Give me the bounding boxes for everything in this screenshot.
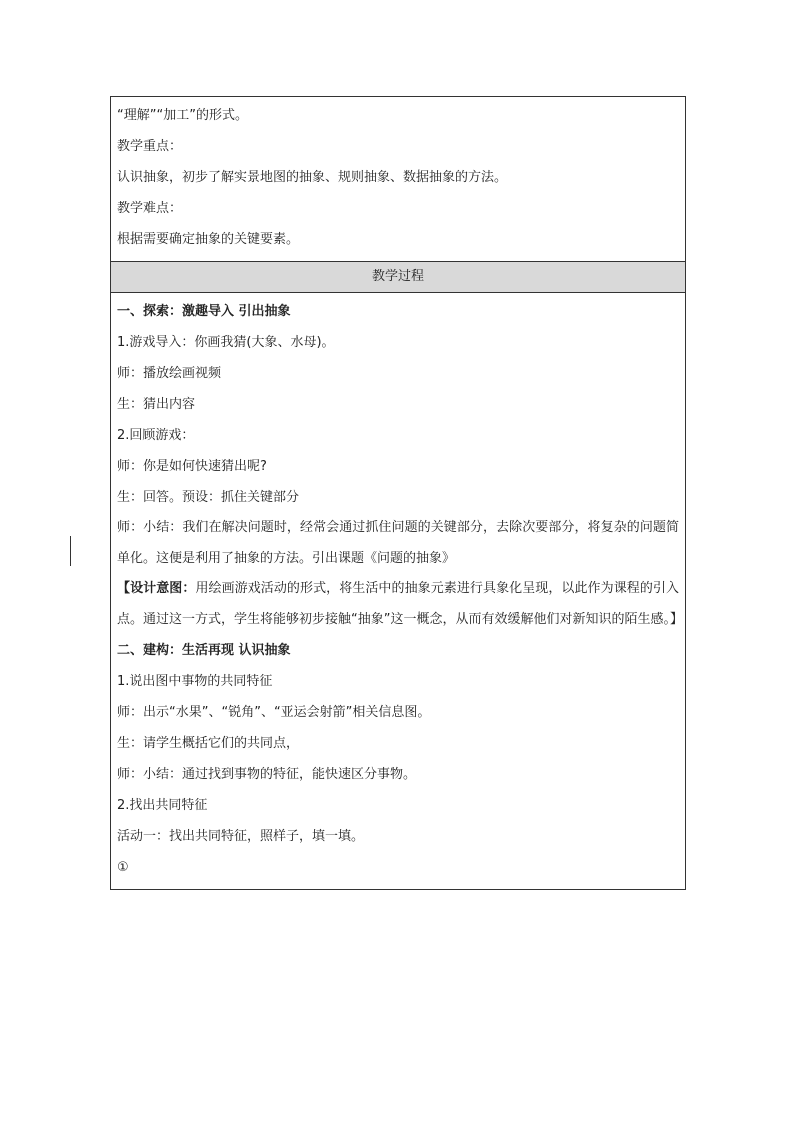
- step-common-features: 1.说出图中事物的共同特征: [117, 674, 273, 689]
- lesson-plan-table: [110, 96, 686, 890]
- design-intent-text: 用绘画游戏活动的形式，将生活中的抽象元素进行具象化呈现，以此作为课程的引入点。通过这一方式，学生将能够初步接触“抽象”这一概念，从而有效缓解他们对新知识的陌生感。】: [117, 581, 683, 627]
- process-body-cell: [111, 292, 685, 889]
- student-line: 生：回答。预设：抓住关键部分: [117, 490, 300, 505]
- teacher-summary-paragraph: 师：小结：我们在解决问题时，经常会通过抓住问题的关键部分，去除次要部分，将复杂的问题简单化。这便是利用了抽象的方法。引出课题《问题的抽象》: [117, 520, 679, 566]
- student-line: 生：请学生概括它们的共同点，: [117, 736, 300, 751]
- objective-continuation: “理解”“加工”的形式。: [117, 108, 248, 123]
- item-marker: ①: [117, 860, 129, 875]
- text-cursor-mark: [70, 536, 71, 566]
- part2-title: 二、建构：生活再现 认识抽象: [117, 643, 291, 658]
- process-heading: 教学过程: [111, 261, 685, 292]
- key-point-text: 认识抽象，初步了解实景地图的抽象、规则抽象、数据抽象的方法。: [117, 170, 508, 185]
- student-line: 生：猜出内容: [117, 397, 196, 412]
- teacher-line: 师：播放绘画视频: [117, 366, 222, 381]
- design-intent-paragraph: [117, 574, 683, 635]
- teacher-line: 师：出示“水果”、“锐角”、“亚运会射箭”相关信息图。: [117, 705, 431, 720]
- part1-title: 一、探索：激趣导入 引出抽象: [117, 304, 291, 319]
- design-intent-label: 【设计意图：: [117, 581, 196, 596]
- objectives-cell: [111, 97, 685, 261]
- difficulty-label: 教学难点：: [117, 201, 183, 216]
- teacher-line: 师：你是如何快速猜出呢?: [117, 459, 267, 474]
- difficulty-text: 根据需要确定抽象的关键要素。: [117, 232, 300, 247]
- step-review-game: 2.回顾游戏：: [117, 428, 195, 443]
- teacher-line: 师：小结：通过找到事物的特征，能快速区分事物。: [117, 767, 417, 782]
- activity-one: 活动一：找出共同特征，照样子，填一填。: [117, 829, 365, 844]
- step-find-features: 2.找出共同特征: [117, 798, 208, 813]
- key-point-label: 教学重点：: [117, 139, 183, 154]
- step-game-intro: 1.游戏导入：你画我猜(大象、水母)。: [117, 335, 335, 350]
